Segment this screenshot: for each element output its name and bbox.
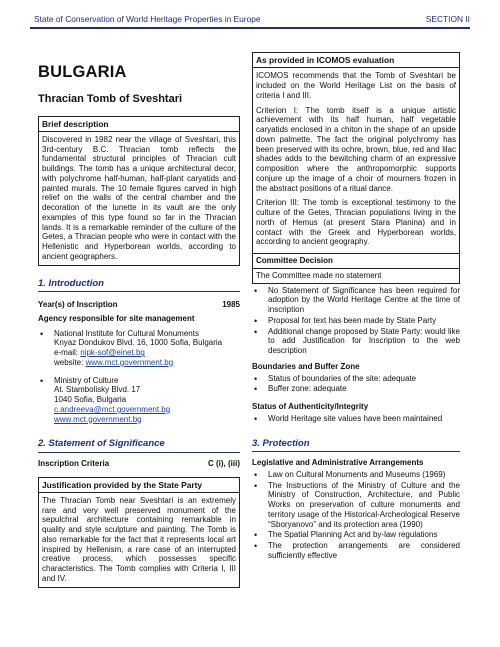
year-label: Year(s) of Inscription bbox=[38, 300, 118, 310]
criterion-i-text: Criterion I: The tomb itself is a unique artistic achievement with its half human, half vegetable caryatids enclosed in a chiton in the shape of an upside down palmette. The fact the original polychromy has been preserved with its ochre, brown, blue, red and lilac shades adds to the bewitching charm of an expressive composition where the anthropomorphic supports conjure up the image of a choir of mourners frozen in the abstract positions of a ritual dance. bbox=[256, 105, 456, 193]
criteria-label: Inscription Criteria bbox=[38, 458, 110, 468]
legislative-subtitle: Legislative and Administrative Arrangements bbox=[252, 458, 424, 468]
header-section: SECTION II bbox=[425, 14, 470, 24]
inscription-criteria-row bbox=[38, 459, 240, 469]
agency-website-line bbox=[54, 358, 240, 368]
list-item: • Status of boundaries of the site: adequate bbox=[252, 374, 460, 384]
authenticity-title: Status of Authenticity/Integrity bbox=[252, 402, 369, 411]
agency-name: • Ministry of Culture bbox=[54, 375, 119, 385]
committee-decision-text: The Committee made no statement bbox=[256, 270, 382, 280]
list-item: • World Heritage site values have been maintained bbox=[252, 414, 460, 424]
right-column bbox=[252, 52, 460, 561]
icomos-title: As provided in ICOMOS evaluation bbox=[253, 53, 459, 68]
list-item: • Buffer zone: adequate bbox=[252, 384, 460, 394]
left-column bbox=[38, 56, 240, 588]
list-item: • The protection arrangements are considered sufficiently effective bbox=[252, 541, 460, 561]
section-introduction-title: 1. Introduction bbox=[38, 278, 240, 293]
icomos-recommendation: ICOMOS recommends that the Tomb of Sveshtari be included on the World Heritage List on the basis of criteria I and III. bbox=[256, 71, 456, 100]
list-item: • Proposal for text has been made by State Party bbox=[252, 316, 460, 326]
section-significance-title: 2. Statement of Significance bbox=[38, 438, 240, 453]
significance-notes-list bbox=[252, 286, 460, 356]
agency-list bbox=[38, 329, 240, 425]
justification-text: The Thracian Tomb near Sveshtari is an extremely rare and very well preserved monument of the sepulchral architecture containing remarkable in quality and style sculpture and painting. The Tomb is also remarkable for the fact that it represents local art inspired by Hellenism, a rare case of an interrupted creative process, which possesses specific characteristics. The Tomb complies with Criteria I, III and IV. bbox=[42, 495, 236, 583]
list-item: • The Spatial Planning Act and by-law regulations bbox=[252, 530, 460, 540]
committee-decision-title: Committee Decision bbox=[253, 253, 459, 269]
header-divider bbox=[30, 27, 470, 29]
agency-address: At. Stambolisky Blvd. 17 bbox=[54, 385, 141, 395]
agency-address: Knyaz Dondukov Blvd. 16, 1000 Sofia, Bulgaria bbox=[54, 338, 223, 348]
email-link[interactable]: c.andreeva@mct.government.bg bbox=[54, 404, 171, 414]
agency-email-line bbox=[54, 348, 240, 358]
site-name: Thracian Tomb of Sveshtari bbox=[38, 93, 183, 106]
agency-label: Agency responsible for site management bbox=[38, 313, 195, 323]
section-protection-title: 3. Protection bbox=[252, 438, 460, 453]
authenticity-list bbox=[252, 414, 460, 424]
boundaries-list bbox=[252, 374, 460, 395]
criteria-value: C (i), (iii) bbox=[208, 458, 240, 468]
list-item: • The Instructions of the Ministry of Culture and the Ministry of Construction, Architecture, and Public Works on preservation of culture monuments and territory usage of the Historical-Archeological Reserve “Sboryanovo” and its protection area (1990) bbox=[252, 481, 460, 530]
justification-title: Justification provided by the State Party bbox=[39, 478, 239, 493]
website-link[interactable]: www.mct.government.bg bbox=[54, 414, 142, 424]
year-value: 1985 bbox=[222, 300, 240, 310]
country-title: BULGARIA bbox=[38, 63, 127, 81]
website-link[interactable]: www.mct.government.bg bbox=[85, 357, 174, 367]
agency-city: 1040 Sofia, Bulgaria bbox=[54, 395, 127, 405]
list-item: • Law on Cultural Monuments and Museums (1969) bbox=[252, 470, 460, 480]
agency-name: • National Institute for Cultural Monuments bbox=[54, 328, 199, 338]
agency-item bbox=[38, 376, 240, 425]
list-item: • Additional change proposed by State Party: would like to add Justification for Inscription to the web description bbox=[252, 327, 460, 356]
list-item: • No Statement of Significance has been required for adoption by the World Heritage Centre at the time of inscription bbox=[252, 286, 460, 315]
protection-list bbox=[252, 470, 460, 561]
icomos-box bbox=[252, 52, 460, 284]
justification-box bbox=[38, 477, 240, 588]
header-title: State of Conservation of World Heritage Properties in Europe bbox=[34, 14, 261, 24]
email-label: e-mail: bbox=[54, 348, 81, 358]
email-link[interactable]: nipk-sof@einet.bg bbox=[80, 348, 145, 358]
brief-description-box bbox=[38, 116, 240, 266]
criterion-iii-text: Criterion III: The tomb is exceptional testimony to the culture of the Getes, Thracian populations living in the north of Hemus (at present Stara Planina) and in contact with the Greek and Hyperborean worlds, according to ancient geography. bbox=[256, 198, 456, 247]
boundaries-title: Boundaries and Buffer Zone bbox=[252, 361, 360, 371]
year-of-inscription-row bbox=[38, 300, 240, 310]
agency-item bbox=[38, 329, 240, 368]
brief-description-text: Discovered in 1982 near the village of Sveshtari, this 3rd-century B.C. Thracian tomb reflects the fundamental structural principles of Thracian cult buildings. The tomb has a unique architectural decor, with polychrome half-human, half-plant caryatids and painted murals. The 10 female figures carved in high relief on the walls of the central chamber and the decoration of the lunette in its vault are the only examples of this type found so far in the Thracian lands. It is a remarkable reminder of the culture of the Getes, a Thracian people who were in contact with the Hellenistic and Hyperborean worlds, according to ancient geographers. bbox=[42, 134, 236, 261]
page-header bbox=[34, 14, 470, 26]
website-label: website: bbox=[54, 357, 86, 367]
brief-description-title: Brief description bbox=[39, 117, 239, 132]
